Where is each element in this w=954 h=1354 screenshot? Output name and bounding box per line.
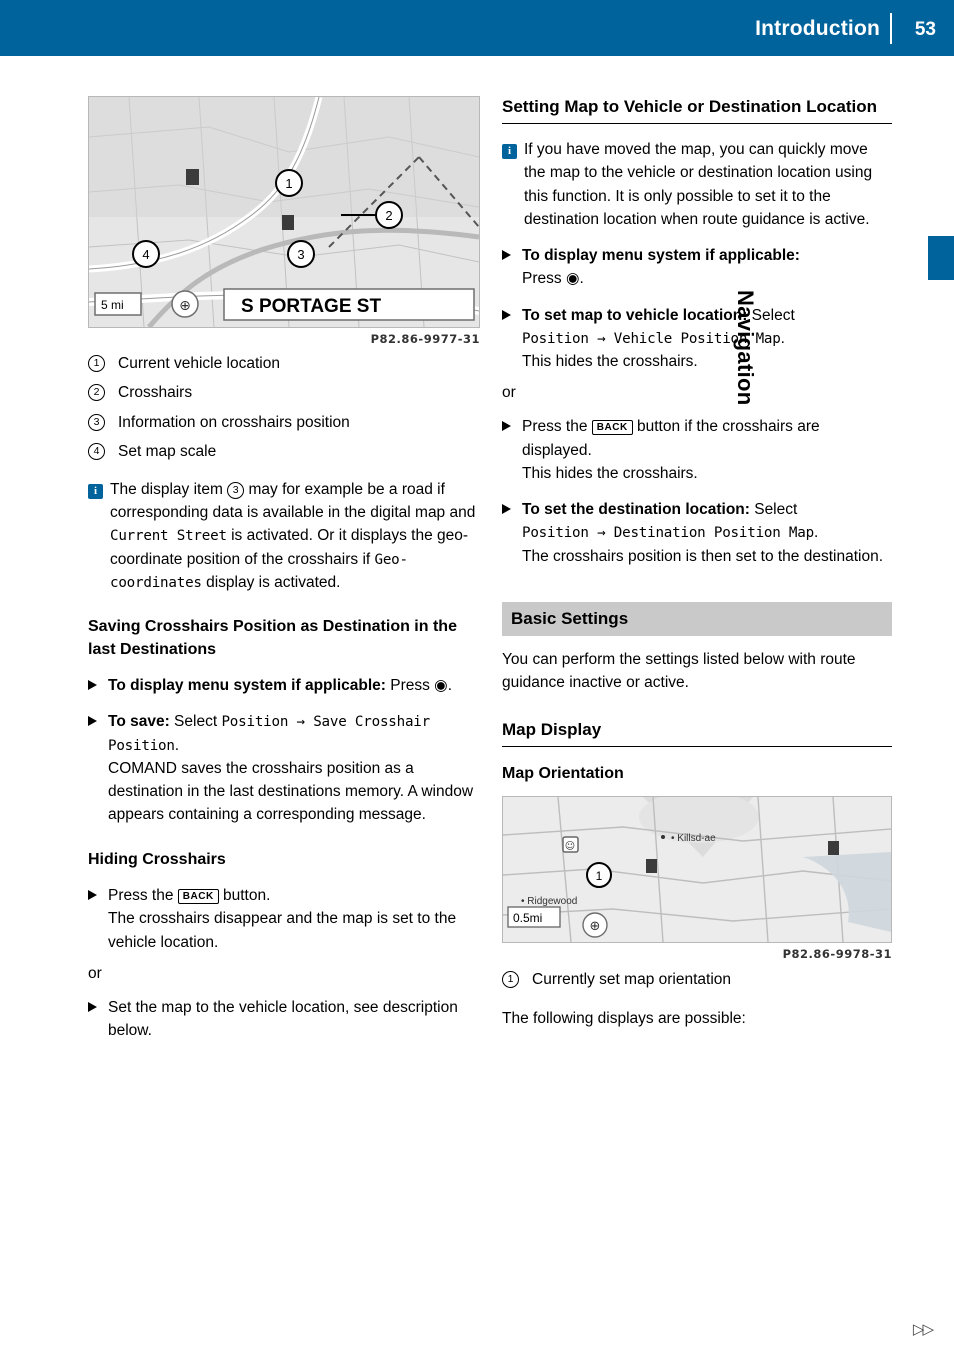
step-mono-path: Position → Destination Position Map xyxy=(522,525,814,542)
header-divider xyxy=(890,13,892,44)
step-set-destination-location xyxy=(502,498,892,568)
svg-text:2: 2 xyxy=(385,208,393,223)
svg-text:3: 3 xyxy=(297,247,305,262)
step-bold-label: To set the destination location: xyxy=(522,501,750,519)
step-arrow-icon xyxy=(88,884,108,954)
info-icon: i xyxy=(88,481,110,594)
step-tail: . xyxy=(447,677,453,695)
heading-rule xyxy=(502,746,892,747)
heading-map-display: Map Display xyxy=(502,720,602,740)
step-bold-label: To set map to vehicle location: xyxy=(522,306,748,324)
step-text: Press xyxy=(522,270,566,288)
step-arrow-icon xyxy=(502,498,522,568)
page-number: 53 xyxy=(914,19,936,40)
step-bold-label: To display menu system if applicable: xyxy=(108,677,386,695)
svg-text:4: 4 xyxy=(142,247,150,262)
svg-text:1: 1 xyxy=(285,176,293,191)
figure1-legend xyxy=(88,353,480,464)
svg-text:⊕: ⊕ xyxy=(589,918,601,934)
note-part3: is activated. Or it displays the geo-coordinate position of the crosshairs if xyxy=(110,527,469,568)
step-display-menu-left xyxy=(88,674,480,697)
note-mono-current-street: Current Street xyxy=(110,528,227,545)
step-press-back xyxy=(502,415,892,485)
legend-item xyxy=(88,441,480,463)
legend-number: 3 xyxy=(88,412,118,432)
heading-saving-crosshairs: Saving Crosshairs Position as Destination in the last Destinations xyxy=(88,618,457,658)
figure-map-orientation-graphic xyxy=(503,797,891,942)
heading-setting-map: Setting Map to Vehicle or Destination Location xyxy=(502,97,877,116)
svg-text:☺: ☺ xyxy=(564,840,576,852)
step-bold-label: To save: xyxy=(108,713,170,731)
step-tail: . xyxy=(174,736,180,754)
step-arrow-icon xyxy=(502,304,522,374)
note-part2: may for example be a road if corresponding data is available in the digital map and xyxy=(110,480,476,522)
info-icon: i xyxy=(502,141,524,231)
figure-scale-label: 5 mi xyxy=(101,298,124,312)
controller-icon: ◉ xyxy=(434,677,448,695)
legend-item xyxy=(88,412,480,434)
step-arrow-icon xyxy=(88,996,108,1043)
step-detail: The crosshairs disappear and the map is set to the vehicle location. xyxy=(108,910,457,951)
side-tab-marker xyxy=(928,236,954,280)
legend-number: 1 xyxy=(502,969,532,989)
note-callout-number: 3 xyxy=(227,482,244,499)
step-text: Set the map to the vehicle location, see description below. xyxy=(108,998,458,1040)
step-tail: . xyxy=(579,270,584,288)
step-set-map-vehicle-location xyxy=(502,304,892,374)
step-pre: Press the xyxy=(108,887,178,905)
figure-street-label: S PORTAGE ST xyxy=(241,296,382,317)
step-save xyxy=(88,710,480,826)
step-post: button if the crosshairs are displayed. xyxy=(522,418,820,459)
step-arrow-icon xyxy=(502,244,522,291)
figure2-scale-label: 0.5mi xyxy=(513,910,543,925)
step-arrow-icon xyxy=(88,674,108,697)
step-arrow-icon xyxy=(502,415,522,485)
step-mono-path: Position → Vehicle Position Map xyxy=(522,330,781,347)
controller-icon: ◉ xyxy=(565,270,580,288)
section-band-basic-settings: Basic Settings xyxy=(502,602,892,636)
step-hiding-crosshairs xyxy=(88,884,480,954)
legend-label: Currently set map orientation xyxy=(532,970,732,988)
step-text: Press xyxy=(385,677,435,695)
figure-map-orientation xyxy=(502,796,892,943)
figure1-caption: P82.86-9977-31 xyxy=(370,332,480,346)
side-tab-label: Navigation xyxy=(733,290,758,406)
step-text: Select xyxy=(749,501,798,519)
legend-label: Set map scale xyxy=(118,443,217,461)
info-note-text xyxy=(110,478,480,594)
note-part4: display is activated. xyxy=(201,573,341,591)
figure-map-crosshairs xyxy=(88,96,480,328)
step-detail: The crosshairs position is then set to the destination. xyxy=(522,547,884,565)
legend-number: 4 xyxy=(88,441,118,461)
step-tail: . xyxy=(780,329,785,347)
following-displays-text: The following displays are possible: xyxy=(502,1009,746,1027)
info-note-text: If you have moved the map, you can quickly move the map to the vehicle or destination location using this function. It is only possible to set it to the destination location when route guidance is active. xyxy=(524,141,873,228)
step-detail: This hides the crosshairs. xyxy=(522,464,698,482)
legend-item xyxy=(502,969,892,991)
svg-text:1: 1 xyxy=(595,868,603,883)
figure-map-crosshairs-graphic xyxy=(89,97,479,327)
info-note xyxy=(88,478,480,594)
legend-item xyxy=(88,353,480,375)
step-mono-path: Position → Save Crosshair Position xyxy=(108,714,430,754)
step-pre: Press the xyxy=(522,418,592,436)
step-text: Select xyxy=(169,713,222,731)
page-title: Introduction xyxy=(755,17,880,40)
note-part1: The display item xyxy=(110,480,228,498)
note-mono-geo-coordinates: Geo-coordinates xyxy=(110,551,408,591)
heading-hiding-crosshairs: Hiding Crosshairs xyxy=(88,850,226,868)
legend-label: Information on crosshairs position xyxy=(118,413,350,431)
back-button-keycap: BACK xyxy=(178,889,219,904)
or-separator-right: or xyxy=(502,384,516,402)
right-column xyxy=(502,96,892,1031)
step-detail: COMAND saves the crosshairs position as a destination in the last destinations memory. A window appears containing a corresponding message. xyxy=(108,759,474,824)
or-separator-left: or xyxy=(88,964,102,982)
basic-settings-text: You can perform the settings listed below with route guidance inactive or active. xyxy=(502,650,856,692)
footer-continuation-icon: ▷▷ xyxy=(912,1321,932,1338)
legend-label: Crosshairs xyxy=(118,384,193,402)
legend-item xyxy=(88,382,480,404)
step-set-map-vehicle xyxy=(88,996,480,1043)
svg-text:⊕: ⊕ xyxy=(179,298,191,314)
legend-label: Current vehicle location xyxy=(118,355,280,372)
step-arrow-icon xyxy=(88,710,108,826)
heading-map-orientation: Map Orientation xyxy=(502,765,624,783)
info-note-right xyxy=(502,138,892,231)
figure2-place-label: • Ridgewood xyxy=(521,895,578,907)
back-button-keycap: BACK xyxy=(592,420,633,435)
step-bold-label: To display menu system if applicable: xyxy=(522,247,800,265)
step-detail: This hides the crosshairs. xyxy=(522,353,698,371)
legend-number: 1 xyxy=(88,353,118,373)
figure2-caption: P82.86-9978-31 xyxy=(782,946,892,961)
figure2-place-label: • Killsd-ae xyxy=(671,832,716,844)
step-display-menu-right xyxy=(502,244,892,291)
step-post: button. xyxy=(218,887,271,905)
left-column xyxy=(88,96,480,1042)
legend-number: 2 xyxy=(88,382,118,402)
heading-rule xyxy=(502,123,892,124)
step-text: Select xyxy=(747,306,795,324)
step-tail: . xyxy=(813,524,819,542)
